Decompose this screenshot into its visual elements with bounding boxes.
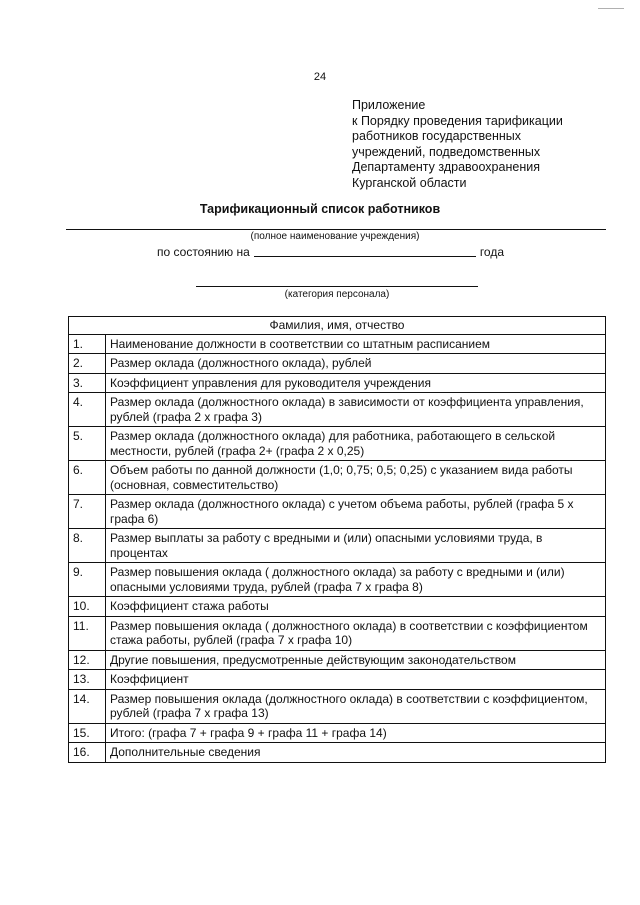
row-text: Размер оклада (должностного оклада) в зависимости от коэффициента управления, рублей (графа 2 х графа 3) [106, 393, 606, 427]
row-text: Размер повышения оклада ( должностного оклада) в соответствии с коэффициентом стажа работы, рублей (графа 7 х графа 10) [106, 616, 606, 650]
appendix-line: работников государственных [352, 129, 522, 144]
appendix-line: учреждений, подведомственных [352, 144, 541, 159]
table-row [69, 427, 606, 461]
date-blank-line [254, 246, 476, 257]
row-number: 11. [69, 616, 106, 650]
table-row [69, 723, 606, 743]
row-text: Размер оклада (должностного оклада), рублей [106, 354, 606, 374]
appendix-line: Департаменту здравоохранения [352, 160, 540, 175]
row-number: 6. [69, 461, 106, 495]
table-row [69, 393, 606, 427]
row-text: Размер оклада (должностного оклада) для работника, работающего в сельской местности, рублей (графа 2+ (графа 2 х 0,25) [106, 427, 606, 461]
row-number: 1. [69, 334, 106, 354]
row-text: Размер оклада (должностного оклада) с учетом объема работы, рублей (графа 5 х графа 6) [106, 495, 606, 529]
row-text: Дополнительные сведения [106, 743, 606, 763]
appendix-note [352, 98, 602, 192]
appendix-line: к Порядку проведения тарификации [352, 113, 563, 128]
row-text: Другие повышения, предусмотренные действующим законодательством [106, 650, 606, 670]
corner-mark [598, 8, 624, 9]
row-text: Коэффициент [106, 670, 606, 690]
tariff-table [68, 316, 606, 763]
row-text: Размер выплаты за работу с вредными и (или) опасными условиями труда, в процентах [106, 529, 606, 563]
as-of-date-row [157, 245, 504, 259]
institution-name-line [66, 229, 606, 230]
row-text: Наименование должности в соответствии со штатным расписанием [106, 334, 606, 354]
row-number: 13. [69, 670, 106, 690]
table-row [69, 354, 606, 374]
table-row [69, 529, 606, 563]
row-number: 4. [69, 393, 106, 427]
institution-caption: (полное наименование учреждения) [250, 231, 420, 242]
table-header: Фамилия, имя, отчество [69, 317, 606, 335]
appendix-line: Курганской области [352, 175, 467, 190]
row-number: 5. [69, 427, 106, 461]
table-row [69, 650, 606, 670]
category-caption: (категория персонала) [284, 289, 390, 300]
table-row [69, 373, 606, 393]
row-number: 2. [69, 354, 106, 374]
page-number: 24 [313, 71, 327, 83]
row-text: Коэффициент стажа работы [106, 597, 606, 617]
table-row [69, 670, 606, 690]
table-row [69, 563, 606, 597]
row-number: 8. [69, 529, 106, 563]
appendix-line: Приложение [352, 98, 426, 112]
row-text: Размер повышения оклада (должностного оклада) в соответствии с коэффициентом, рублей (графа 7 х графа 13) [106, 689, 606, 723]
category-line [196, 286, 478, 287]
row-number: 12. [69, 650, 106, 670]
table-header-row [69, 317, 606, 335]
row-number: 10. [69, 597, 106, 617]
table-row [69, 495, 606, 529]
table-row [69, 334, 606, 354]
row-text: Объем работы по данной должности (1,0; 0,75; 0,5; 0,25) с указанием вида работы (основная, совместительство) [106, 461, 606, 495]
row-text: Итого: (графа 7 + графа 9 + графа 11 + графа 14) [106, 723, 606, 743]
row-number: 9. [69, 563, 106, 597]
row-number: 7. [69, 495, 106, 529]
table-row [69, 461, 606, 495]
row-number: 14. [69, 689, 106, 723]
document-title: Тарификационный список работников [199, 202, 441, 216]
as-of-prefix: по состоянию на [157, 245, 250, 259]
row-text: Размер повышения оклада ( должностного оклада) за работу с вредными и (или) опасными условиями труда, рублей (графа 7 х графа 8) [106, 563, 606, 597]
row-number: 15. [69, 723, 106, 743]
row-number: 3. [69, 373, 106, 393]
table-row [69, 616, 606, 650]
row-text: Коэффициент управления для руководителя учреждения [106, 373, 606, 393]
table-row [69, 597, 606, 617]
as-of-suffix: года [479, 245, 505, 259]
table-row [69, 689, 606, 723]
row-number: 16. [69, 743, 106, 763]
table-row [69, 743, 606, 763]
